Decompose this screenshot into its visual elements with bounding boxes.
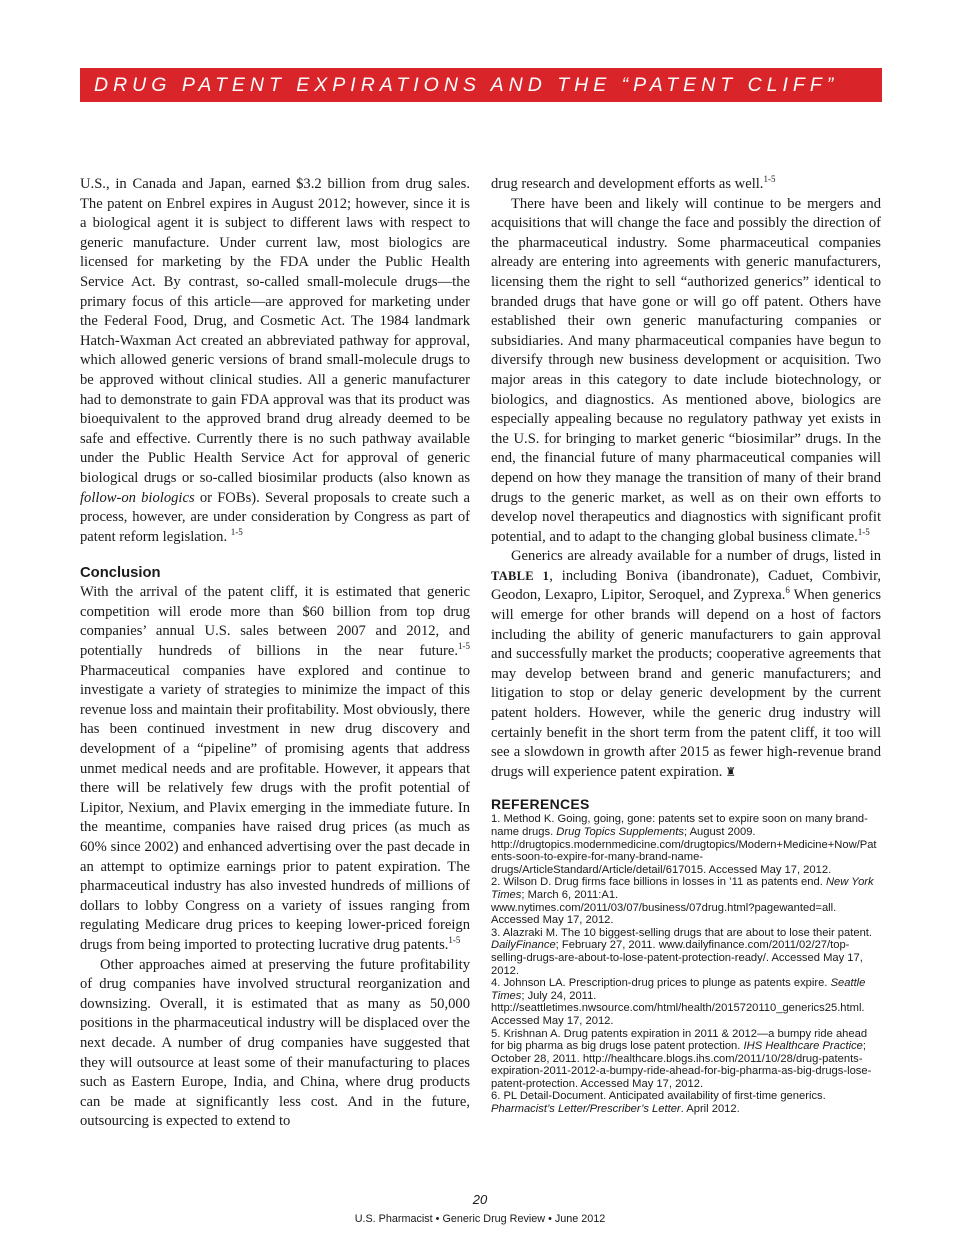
article-title-banner: DRUG PATENT EXPIRATIONS AND THE “PATENT CLIFF” [80, 68, 882, 102]
table-1-reference: TABLE 1 [491, 568, 550, 583]
paragraph-restructuring: Other approaches aimed at preserving the future profitability of drug companies have involved structural reorganization and downsizing. Overall, it is estimated that as many as 50,000 positions in the pharmaceutical industry will be displaced over the next decade. A number of drug companies have suggested that they will outsource at least some of their manufacturing to places such as Eastern Europe, India, and China, where drug products can be made at significantly less cost. And in the future, outsourcing is expected to extend to [80, 956, 470, 1130]
reference-item: 2. Wilson D. Drug firms face billions in losses in ’11 as patents end. New York Times; March 6, 2011:A1. www.nytimes.com/2011/03/07/business/07drug.html?pagewanted=all. Accessed May 17, 2012. [491, 876, 874, 927]
reference-item: 3. Alazraki M. The 10 biggest-selling drugs that are about to lose their patent. DailyFinance; February 27, 2011. www.dailyfinance.com/2011/02/27/top-selling-drugs-are-about-to-lose-patent-protection-ready/. Accessed May 17, 2012. [491, 926, 873, 977]
page-number: 20 [472, 1192, 488, 1207]
end-of-article-icon: ♜ [725, 764, 737, 779]
conclusion-heading: Conclusion [80, 565, 161, 582]
right-column [491, 175, 881, 1116]
journal-footer: U.S. Pharmacist • Generic Drug Review • June 2012 [354, 1213, 606, 1225]
references-heading: REFERENCES [491, 796, 590, 813]
paragraph-mergers: There have been and likely will continue to be mergers and acquisitions that will change the face and possibly the direction of the pharmaceutical industry. Some pharmaceutical companies already are entering into agreements with generic manufacturers, licensing them the right to sell “authorized generics” identical to branded drugs that have gone or will go off patent. Others have established their own generic manufacturing companies or subsidiaries. And many pharmaceutical companies have begun to diversify through new business development or acquisition. Two major areas in this category to date include biotechnology, or biologics, and diagnostics. As mentioned above, biologics are especially appealing because no regulatory pathway yet exists in the U.S. for bringing to market generic “biosimilar” drugs. In the end, the financial future of many pharmaceutical companies will depend on how they manage the transition of many of their brand drugs to the generic market, as well as on their own efforts to develop novel therapeutics and diagnostics with significant profit potential, and to adapt to the changing global business climate.$^{1-5}$ [491, 195, 881, 545]
paragraph-rnd: drug research and development efforts as well.$^{1-5}$ [491, 174, 776, 192]
references-section [491, 796, 881, 1115]
reference-item: 1. Method K. Going, going, gone: patents set to expire soon on many brand-name drugs. Drug Topics Supplements; August 2009. http://drugtopics.modernmedicine.com/drugtopics/Modern+Medicine+Now/Patents-soon-to-expire-for-many-brand-name-drugs/ArticleStandard/Article/detail/617015. Accessed May 17, 2012. [491, 813, 877, 876]
reference-item: 4. Johnson LA. Prescription-drug prices to plunge as patents expire. Seattle Times; July 24, 2011. http://seattletimes.nwsource.com/html/health/2015720110_generics25.html. Accessed May 17, 2012. [491, 977, 866, 1027]
paragraph-generics: Generics are already available for a number of drugs, listed in TABLE 1, including Boniva (ibandronate), Caduet, Combivir, Geodon, Lexapro, Lipitor, Seroquel, and Zyprexa.$^6$ When generics will emerge for other brands will depend on a host of factors including the ability of generic manufacturers to gain approval and successfully market the products; cooperative agreements that may develop between brand and generic manufacturers; and litigation to stop or delay generic development by the current patent holders. However, while the generic drug industry will certainly benefit in the short term from the patent cliff, it too will see a slowdown in growth after 2015 as fewer high-revenue brand drugs will experience patent expiration. ♜ [491, 548, 881, 780]
left-column [80, 175, 470, 1132]
reference-item: 5. Krishnan A. Drug patents expiration in 2011 & 2012—a bumpy ride ahead for big pharma as big drugs lose patent protection. IHS Healthcare Practice; October 28, 2011. http://healthcare.blogs.ihs.com/2011/10/28/drug-patents-expiration-2011-2012-a-bumpy-ride-ahead-for-big-pharma-as-big-drugs-lose-patent-protection. Accessed May 17, 2012. [491, 1027, 872, 1090]
paragraph-biologics: U.S., in Canada and Japan, earned $3.2 billion from drug sales. The patent on Enbrel expires in August 2012; however, since it is a biological agent it is subject to different laws with respect to generic manufacture. Under current law, most biologics are licensed for marketing by the FDA under the Public Health Service Act. By contrast, so-called small-molecule drugs—the primary focus of this article—are approved for marketing under the Federal Food, Drug, and Cosmetic Act. The 1984 landmark Hatch-Waxman Act created an abbreviated pathway for approval, which allowed generic versions of brand small-molecule drugs to be approved without clinical studies. All a generic manufacturer had to demonstrate to gain FDA approval was that its product was bioequivalent to the approved brand drug already deemed to be safe and effective. Currently there is no such pathway available under the Public Health Service Act for approval of generic biological drugs or so-called biosimilar products (also known as follow-on biologics or FOBs). Several proposals to create such a process, however, are under consideration by Congress as part of patent reform legislation. $^{1-5}$ [80, 176, 470, 545]
paragraph-patent-cliff: With the arrival of the patent cliff, it is estimated that generic competition will erode more than $60 billion from top drug companies’ annual U.S. sales between 2007 and 2012, and potentially hundreds of billions in the near future.$^{1-5}$ Pharmaceutical companies have explored and continue to investigate a variety of strategies to minimize the impact of this revenue loss and maintain their profitability. Most obviously, there has been continued investment in new drug discovery and development of a “pipeline” of promising agents that address unmet medical needs and are profitable. However, it appears that there will be relatively few drugs with the profit potential of Lipitor, Nexium, and Plavix emerging in the immediate future. In the meantime, companies have raised drug prices (as much as 60% since 2002) and enhanced advertising over the past decade in an attempt to optimize earnings prior to patent expiration. The pharmaceutical industry has also invested hundreds of millions of dollars to lobby Congress on a variety of issues ranging from regulating Medicare drug prices to keeping lower-priced foreign drugs from being imported to protecting lucrative drug patents.$^{1-5}$ [80, 584, 470, 953]
reference-item: 6. PL Detail-Document. Anticipated availability of first-time generics. Pharmacist’s Letter/Prescriber’s Letter. April 2012. [491, 1090, 826, 1116]
